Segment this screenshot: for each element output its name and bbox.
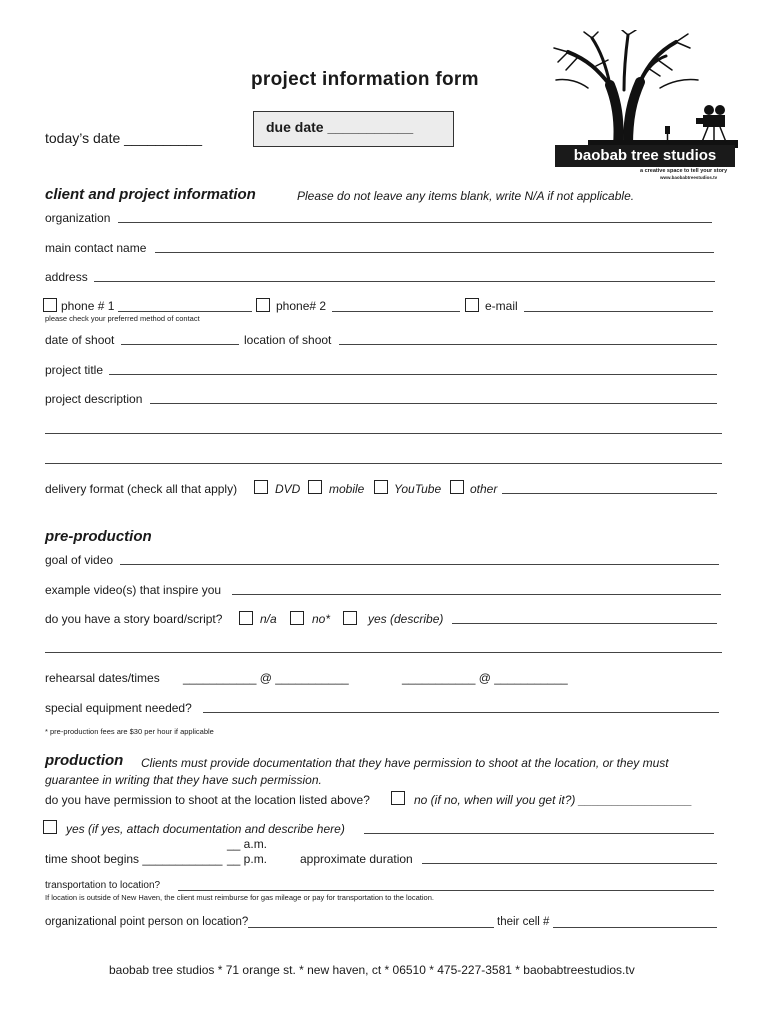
project-description-line-3[interactable] <box>45 463 722 464</box>
transportation-line[interactable] <box>178 890 714 891</box>
mobile-label: mobile <box>329 482 365 496</box>
equipment-line[interactable] <box>203 712 719 713</box>
due-date-box[interactable] <box>253 111 454 147</box>
project-title-line[interactable] <box>109 374 717 375</box>
storyboard-no-label: no* <box>312 612 331 626</box>
phone2-line[interactable] <box>332 311 460 312</box>
phone1-checkbox[interactable] <box>43 298 57 312</box>
permission-no-checkbox[interactable] <box>391 791 405 805</box>
baobab-tree-icon <box>548 30 748 148</box>
other-label: other <box>470 482 498 496</box>
email-line[interactable] <box>524 311 713 312</box>
storyboard-label: do you have a story board/script? <box>45 612 223 626</box>
email-checkbox[interactable] <box>465 298 479 312</box>
location-of-shoot-line[interactable] <box>339 344 717 345</box>
main-contact-label: main contact name <box>45 241 147 255</box>
project-description-label: project description <box>45 392 143 406</box>
footer-contact: baobab tree studios * 71 orange st. * new haven, ct * 06510 * 475-227-3581 * baobabtreestudios.tv <box>109 963 635 977</box>
preferred-contact-note: please check your preferred method of contact <box>45 314 200 323</box>
main-contact-line[interactable] <box>155 252 714 253</box>
rehearsal-slot-1[interactable]: ___________ @ ___________ <box>183 671 349 685</box>
todays-date-field[interactable]: today’s date __________ <box>45 130 202 146</box>
project-description-line-2[interactable] <box>45 433 722 434</box>
rehearsal-slot-2[interactable]: ___________ @ ___________ <box>402 671 568 685</box>
pm-option[interactable]: __ p.m. <box>227 852 268 866</box>
production-note-line2: guarantee in writing that they have such permission. <box>45 773 322 787</box>
production-note-line1: Clients must provide documentation that they have permission to shoot at the location, or they must <box>141 756 669 770</box>
address-line[interactable] <box>94 281 715 282</box>
permission-label: do you have permission to shoot at the location listed above? <box>45 793 370 807</box>
permission-yes-checkbox[interactable] <box>43 820 57 834</box>
transport-note: If location is outside of New Haven, the client must reimburse for gas mileage or pay for transportation to the location. <box>45 893 434 902</box>
project-title-label: project title <box>45 363 104 377</box>
production-heading: production <box>45 752 124 769</box>
address-label: address <box>45 270 88 284</box>
storyboard-yes-checkbox[interactable] <box>343 611 357 625</box>
permission-yes-line[interactable] <box>364 833 714 834</box>
form-title: project information form <box>251 69 479 90</box>
their-cell-label: their cell # <box>497 916 550 928</box>
youtube-checkbox[interactable] <box>374 480 388 494</box>
other-checkbox[interactable] <box>450 480 464 494</box>
duration-line[interactable] <box>422 863 717 864</box>
am-option[interactable]: __ a.m. <box>227 837 268 851</box>
phone2-label: phone# 2 <box>276 299 327 313</box>
email-label: e-mail <box>485 299 518 313</box>
mobile-checkbox[interactable] <box>308 480 322 494</box>
point-person-line[interactable] <box>248 927 494 928</box>
point-person-label: organizational point person on location? <box>45 916 249 928</box>
project-description-line[interactable] <box>150 403 717 404</box>
other-line[interactable] <box>502 493 717 494</box>
logo-tagline: a creative space to tell your story <box>640 168 728 174</box>
fee-note: * pre-production fees are $30 per hour if applicable <box>45 727 214 736</box>
due-date-label: due date ___________ <box>266 119 414 135</box>
time-begins-label: time shoot begins ____________ <box>45 852 223 866</box>
storyboard-line[interactable] <box>452 623 717 624</box>
phone1-label: phone # 1 <box>61 299 115 313</box>
storyboard-na-label: n/a <box>260 612 277 626</box>
logo-name: baobab tree studios <box>555 145 735 167</box>
storyboard-na-checkbox[interactable] <box>239 611 253 625</box>
equipment-label: special equipment needed? <box>45 701 192 715</box>
organization-label: organization <box>45 211 111 225</box>
examples-label: example video(s) that inspire you <box>45 583 222 597</box>
client-section-note: Please do not leave any items blank, write N/A if not applicable. <box>297 189 635 203</box>
organization-line[interactable] <box>118 222 712 223</box>
logo-website: www.baobabtreestudios.tv <box>660 175 718 180</box>
their-cell-line[interactable] <box>553 927 717 928</box>
phone1-line[interactable] <box>118 311 252 312</box>
transportation-label: transportation to location? <box>45 880 161 891</box>
date-of-shoot-line[interactable] <box>121 344 239 345</box>
rehearsal-label: rehearsal dates/times <box>45 671 160 685</box>
permission-yes-label: yes (if yes, attach documentation and describe here) <box>66 822 345 836</box>
goal-label: goal of video <box>45 553 114 567</box>
examples-line[interactable] <box>232 594 721 595</box>
duration-label: approximate duration <box>300 852 413 866</box>
date-of-shoot-label: date of shoot <box>45 333 115 347</box>
goal-line[interactable] <box>120 564 719 565</box>
youtube-label: YouTube <box>394 482 442 496</box>
phone2-checkbox[interactable] <box>256 298 270 312</box>
client-section-heading: client and project information <box>45 186 256 203</box>
storyboard-no-checkbox[interactable] <box>290 611 304 625</box>
dvd-label: DVD <box>275 482 301 496</box>
storyboard-yes-label: yes (describe) <box>368 612 444 626</box>
delivery-format-label: delivery format (check all that apply) <box>45 482 238 496</box>
storyboard-line-2[interactable] <box>45 652 722 653</box>
dvd-checkbox[interactable] <box>254 480 268 494</box>
permission-no-label: no (if no, when will you get it?) _________________ <box>414 793 693 807</box>
location-of-shoot-label: location of shoot <box>244 333 332 347</box>
preproduction-heading: pre-production <box>45 528 152 545</box>
